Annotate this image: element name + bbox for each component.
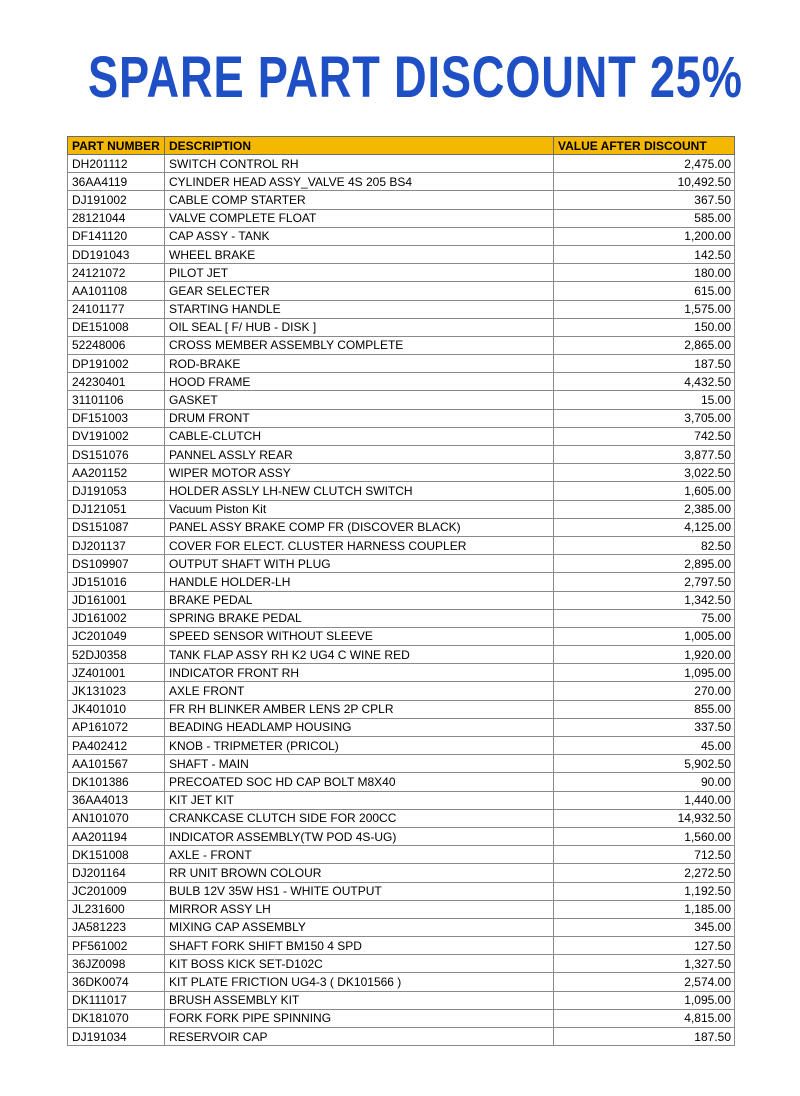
part-number-cell: AN101070 <box>68 809 165 827</box>
part-number-cell: 52248006 <box>68 336 165 354</box>
description-cell: CAP ASSY - TANK <box>165 227 554 245</box>
description-cell: STARTING HANDLE <box>165 300 554 318</box>
table-row <box>68 773 735 791</box>
description-cell: SHAFT - MAIN <box>165 755 554 773</box>
description-cell: CABLE COMP STARTER <box>165 191 554 209</box>
table-row <box>68 591 735 609</box>
description-cell: BRAKE PEDAL <box>165 591 554 609</box>
value-cell: 1,440.00 <box>554 791 735 809</box>
table-row <box>68 245 735 263</box>
part-number-cell: DJ201164 <box>68 864 165 882</box>
part-number-cell: PA402412 <box>68 737 165 755</box>
part-number-cell: DJ191053 <box>68 482 165 500</box>
value-cell: 10,492.50 <box>554 173 735 191</box>
description-cell: TANK FLAP ASSY RH K2 UG4 C WINE RED <box>165 646 554 664</box>
value-cell: 1,575.00 <box>554 300 735 318</box>
description-cell: DRUM FRONT <box>165 409 554 427</box>
part-number-cell: JZ401001 <box>68 664 165 682</box>
table-row <box>68 209 735 227</box>
part-number-cell: 31101106 <box>68 391 165 409</box>
value-cell: 1,185.00 <box>554 900 735 918</box>
table-row <box>68 300 735 318</box>
part-number-cell: AA201194 <box>68 827 165 845</box>
description-cell: INDICATOR FRONT RH <box>165 664 554 682</box>
description-cell: INDICATOR ASSEMBLY(TW POD 4S-UG) <box>165 827 554 845</box>
value-cell: 75.00 <box>554 609 735 627</box>
value-cell: 1,200.00 <box>554 227 735 245</box>
part-number-cell: JC201009 <box>68 882 165 900</box>
part-number-cell: DK111017 <box>68 991 165 1009</box>
table-row <box>68 809 735 827</box>
value-cell: 180.00 <box>554 264 735 282</box>
value-cell: 2,797.50 <box>554 573 735 591</box>
value-cell: 1,005.00 <box>554 627 735 645</box>
part-number-cell: DF141120 <box>68 227 165 245</box>
value-cell: 585.00 <box>554 209 735 227</box>
value-cell: 2,574.00 <box>554 973 735 991</box>
part-number-cell: DK151008 <box>68 846 165 864</box>
value-cell: 1,560.00 <box>554 827 735 845</box>
value-cell: 187.50 <box>554 1028 735 1046</box>
part-number-cell: JK131023 <box>68 682 165 700</box>
table-row <box>68 664 735 682</box>
value-cell: 2,385.00 <box>554 500 735 518</box>
description-cell: KIT PLATE FRICTION UG4-3 ( DK101566 ) <box>165 973 554 991</box>
description-cell: COVER FOR ELECT. CLUSTER HARNESS COUPLER <box>165 536 554 554</box>
table-row <box>68 391 735 409</box>
table-header-row <box>68 137 735 155</box>
value-cell: 3,877.50 <box>554 446 735 464</box>
table-row <box>68 918 735 936</box>
table-row <box>68 227 735 245</box>
description-cell: WHEEL BRAKE <box>165 245 554 263</box>
description-cell: MIXING CAP ASSEMBLY <box>165 918 554 936</box>
table-row <box>68 536 735 554</box>
description-cell: KIT JET KIT <box>165 791 554 809</box>
value-cell: 4,815.00 <box>554 1009 735 1027</box>
description-cell: OIL SEAL [ F/ HUB - DISK ] <box>165 318 554 336</box>
table-row <box>68 464 735 482</box>
table-row <box>68 355 735 373</box>
part-number-cell: JA581223 <box>68 918 165 936</box>
table-row <box>68 282 735 300</box>
description-cell: FORK FORK PIPE SPINNING <box>165 1009 554 1027</box>
header-description: DESCRIPTION <box>165 137 554 155</box>
value-cell: 82.50 <box>554 536 735 554</box>
value-cell: 2,475.00 <box>554 155 735 173</box>
value-cell: 1,342.50 <box>554 591 735 609</box>
part-number-cell: 36AA4119 <box>68 173 165 191</box>
description-cell: HANDLE HOLDER-LH <box>165 573 554 591</box>
description-cell: AXLE FRONT <box>165 682 554 700</box>
part-number-cell: DJ191034 <box>68 1028 165 1046</box>
part-number-cell: JD161002 <box>68 609 165 627</box>
description-cell: WIPER MOTOR ASSY <box>165 464 554 482</box>
table-row <box>68 1028 735 1046</box>
description-cell: CABLE-CLUTCH <box>165 427 554 445</box>
description-cell: BRUSH ASSEMBLY KIT <box>165 991 554 1009</box>
part-number-cell: DD191043 <box>68 245 165 263</box>
table-row <box>68 446 735 464</box>
part-number-cell: 36JZ0098 <box>68 955 165 973</box>
value-cell: 1,327.50 <box>554 955 735 973</box>
value-cell: 742.50 <box>554 427 735 445</box>
part-number-cell: DP191002 <box>68 355 165 373</box>
value-cell: 3,705.00 <box>554 409 735 427</box>
part-number-cell: AA101567 <box>68 755 165 773</box>
part-number-cell: DF151003 <box>68 409 165 427</box>
part-number-cell: PF561002 <box>68 937 165 955</box>
table-row <box>68 155 735 173</box>
part-number-cell: DK101386 <box>68 773 165 791</box>
description-cell: BEADING HEADLAMP HOUSING <box>165 718 554 736</box>
description-cell: PILOT JET <box>165 264 554 282</box>
value-cell: 150.00 <box>554 318 735 336</box>
table-row <box>68 609 735 627</box>
table-row <box>68 573 735 591</box>
table-row <box>68 827 735 845</box>
description-cell: RESERVOIR CAP <box>165 1028 554 1046</box>
table-row <box>68 1009 735 1027</box>
description-cell: PANNEL ASSLY REAR <box>165 446 554 464</box>
description-cell: CRANKCASE CLUTCH SIDE FOR 200CC <box>165 809 554 827</box>
description-cell: ROD-BRAKE <box>165 355 554 373</box>
description-cell: PANEL ASSY BRAKE COMP FR (DISCOVER BLACK) <box>165 518 554 536</box>
part-number-cell: 24101177 <box>68 300 165 318</box>
value-cell: 5,902.50 <box>554 755 735 773</box>
description-cell: RR UNIT BROWN COLOUR <box>165 864 554 882</box>
value-cell: 270.00 <box>554 682 735 700</box>
part-number-cell: DS151087 <box>68 518 165 536</box>
table-row <box>68 555 735 573</box>
part-number-cell: DS109907 <box>68 555 165 573</box>
description-cell: SPRING BRAKE PEDAL <box>165 609 554 627</box>
value-cell: 337.50 <box>554 718 735 736</box>
value-cell: 3,022.50 <box>554 464 735 482</box>
description-cell: BULB 12V 35W HS1 - WHITE OUTPUT <box>165 882 554 900</box>
table-row <box>68 500 735 518</box>
description-cell: OUTPUT SHAFT WITH PLUG <box>165 555 554 573</box>
table-body <box>68 155 735 1046</box>
table-row <box>68 718 735 736</box>
description-cell: PRECOATED SOC HD CAP BOLT M8X40 <box>165 773 554 791</box>
value-cell: 4,432.50 <box>554 373 735 391</box>
table-row <box>68 482 735 500</box>
parts-table <box>67 136 735 1046</box>
part-number-cell: 36AA4013 <box>68 791 165 809</box>
page-title: SPARE PART DISCOUNT 25% <box>88 45 743 110</box>
part-number-cell: 36DK0074 <box>68 973 165 991</box>
table-row <box>68 409 735 427</box>
description-cell: AXLE - FRONT <box>165 846 554 864</box>
part-number-cell: DE151008 <box>68 318 165 336</box>
value-cell: 90.00 <box>554 773 735 791</box>
table-row <box>68 737 735 755</box>
table-row <box>68 518 735 536</box>
part-number-cell: JD161001 <box>68 591 165 609</box>
value-cell: 1,095.00 <box>554 991 735 1009</box>
part-number-cell: 24121072 <box>68 264 165 282</box>
part-number-cell: 52DJ0358 <box>68 646 165 664</box>
table-row <box>68 427 735 445</box>
value-cell: 142.50 <box>554 245 735 263</box>
table-row <box>68 882 735 900</box>
part-number-cell: 24230401 <box>68 373 165 391</box>
description-cell: SWITCH CONTROL RH <box>165 155 554 173</box>
value-cell: 4,125.00 <box>554 518 735 536</box>
value-cell: 2,865.00 <box>554 336 735 354</box>
value-cell: 367.50 <box>554 191 735 209</box>
table-row <box>68 755 735 773</box>
part-number-cell: 28121044 <box>68 209 165 227</box>
value-cell: 14,932.50 <box>554 809 735 827</box>
table-row <box>68 318 735 336</box>
part-number-cell: JC201049 <box>68 627 165 645</box>
description-cell: CYLINDER HEAD ASSY_VALVE 4S 205 BS4 <box>165 173 554 191</box>
table-row <box>68 646 735 664</box>
table-row <box>68 700 735 718</box>
value-cell: 127.50 <box>554 937 735 955</box>
description-cell: KNOB - TRIPMETER (PRICOL) <box>165 737 554 755</box>
header-part-number: PART NUMBER <box>68 137 165 155</box>
description-cell: CROSS MEMBER ASSEMBLY COMPLETE <box>165 336 554 354</box>
table-row <box>68 791 735 809</box>
part-number-cell: AA101108 <box>68 282 165 300</box>
table-row <box>68 991 735 1009</box>
value-cell: 1,605.00 <box>554 482 735 500</box>
table-row <box>68 191 735 209</box>
part-number-cell: DS151076 <box>68 446 165 464</box>
description-cell: HOOD FRAME <box>165 373 554 391</box>
table-row <box>68 955 735 973</box>
table-row <box>68 264 735 282</box>
table-row <box>68 937 735 955</box>
table-row <box>68 373 735 391</box>
part-number-cell: JD151016 <box>68 573 165 591</box>
description-cell: FR RH BLINKER AMBER LENS 2P CPLR <box>165 700 554 718</box>
part-number-cell: DJ191002 <box>68 191 165 209</box>
description-cell: GEAR SELECTER <box>165 282 554 300</box>
table-row <box>68 336 735 354</box>
part-number-cell: JL231600 <box>68 900 165 918</box>
table-row <box>68 900 735 918</box>
table-row <box>68 627 735 645</box>
value-cell: 712.50 <box>554 846 735 864</box>
table-row <box>68 864 735 882</box>
part-number-cell: DH201112 <box>68 155 165 173</box>
value-cell: 345.00 <box>554 918 735 936</box>
description-cell: KIT BOSS KICK SET-D102C <box>165 955 554 973</box>
header-value-after-discount: VALUE AFTER DISCOUNT <box>554 137 735 155</box>
table-row <box>68 846 735 864</box>
value-cell: 2,272.50 <box>554 864 735 882</box>
table-row <box>68 682 735 700</box>
value-cell: 855.00 <box>554 700 735 718</box>
value-cell: 1,095.00 <box>554 664 735 682</box>
part-number-cell: DJ201137 <box>68 536 165 554</box>
value-cell: 1,920.00 <box>554 646 735 664</box>
description-cell: GASKET <box>165 391 554 409</box>
table-row <box>68 173 735 191</box>
value-cell: 615.00 <box>554 282 735 300</box>
part-number-cell: AA201152 <box>68 464 165 482</box>
value-cell: 15.00 <box>554 391 735 409</box>
value-cell: 45.00 <box>554 737 735 755</box>
description-cell: MIRROR ASSY LH <box>165 900 554 918</box>
value-cell: 187.50 <box>554 355 735 373</box>
description-cell: VALVE COMPLETE FLOAT <box>165 209 554 227</box>
part-number-cell: DK181070 <box>68 1009 165 1027</box>
table-row <box>68 973 735 991</box>
part-number-cell: DJ121051 <box>68 500 165 518</box>
part-number-cell: AP161072 <box>68 718 165 736</box>
description-cell: SHAFT FORK SHIFT BM150 4 SPD <box>165 937 554 955</box>
part-number-cell: DV191002 <box>68 427 165 445</box>
part-number-cell: JK401010 <box>68 700 165 718</box>
value-cell: 2,895.00 <box>554 555 735 573</box>
description-cell: Vacuum Piston Kit <box>165 500 554 518</box>
value-cell: 1,192.50 <box>554 882 735 900</box>
description-cell: HOLDER ASSLY LH-NEW CLUTCH SWITCH <box>165 482 554 500</box>
description-cell: SPEED SENSOR WITHOUT SLEEVE <box>165 627 554 645</box>
